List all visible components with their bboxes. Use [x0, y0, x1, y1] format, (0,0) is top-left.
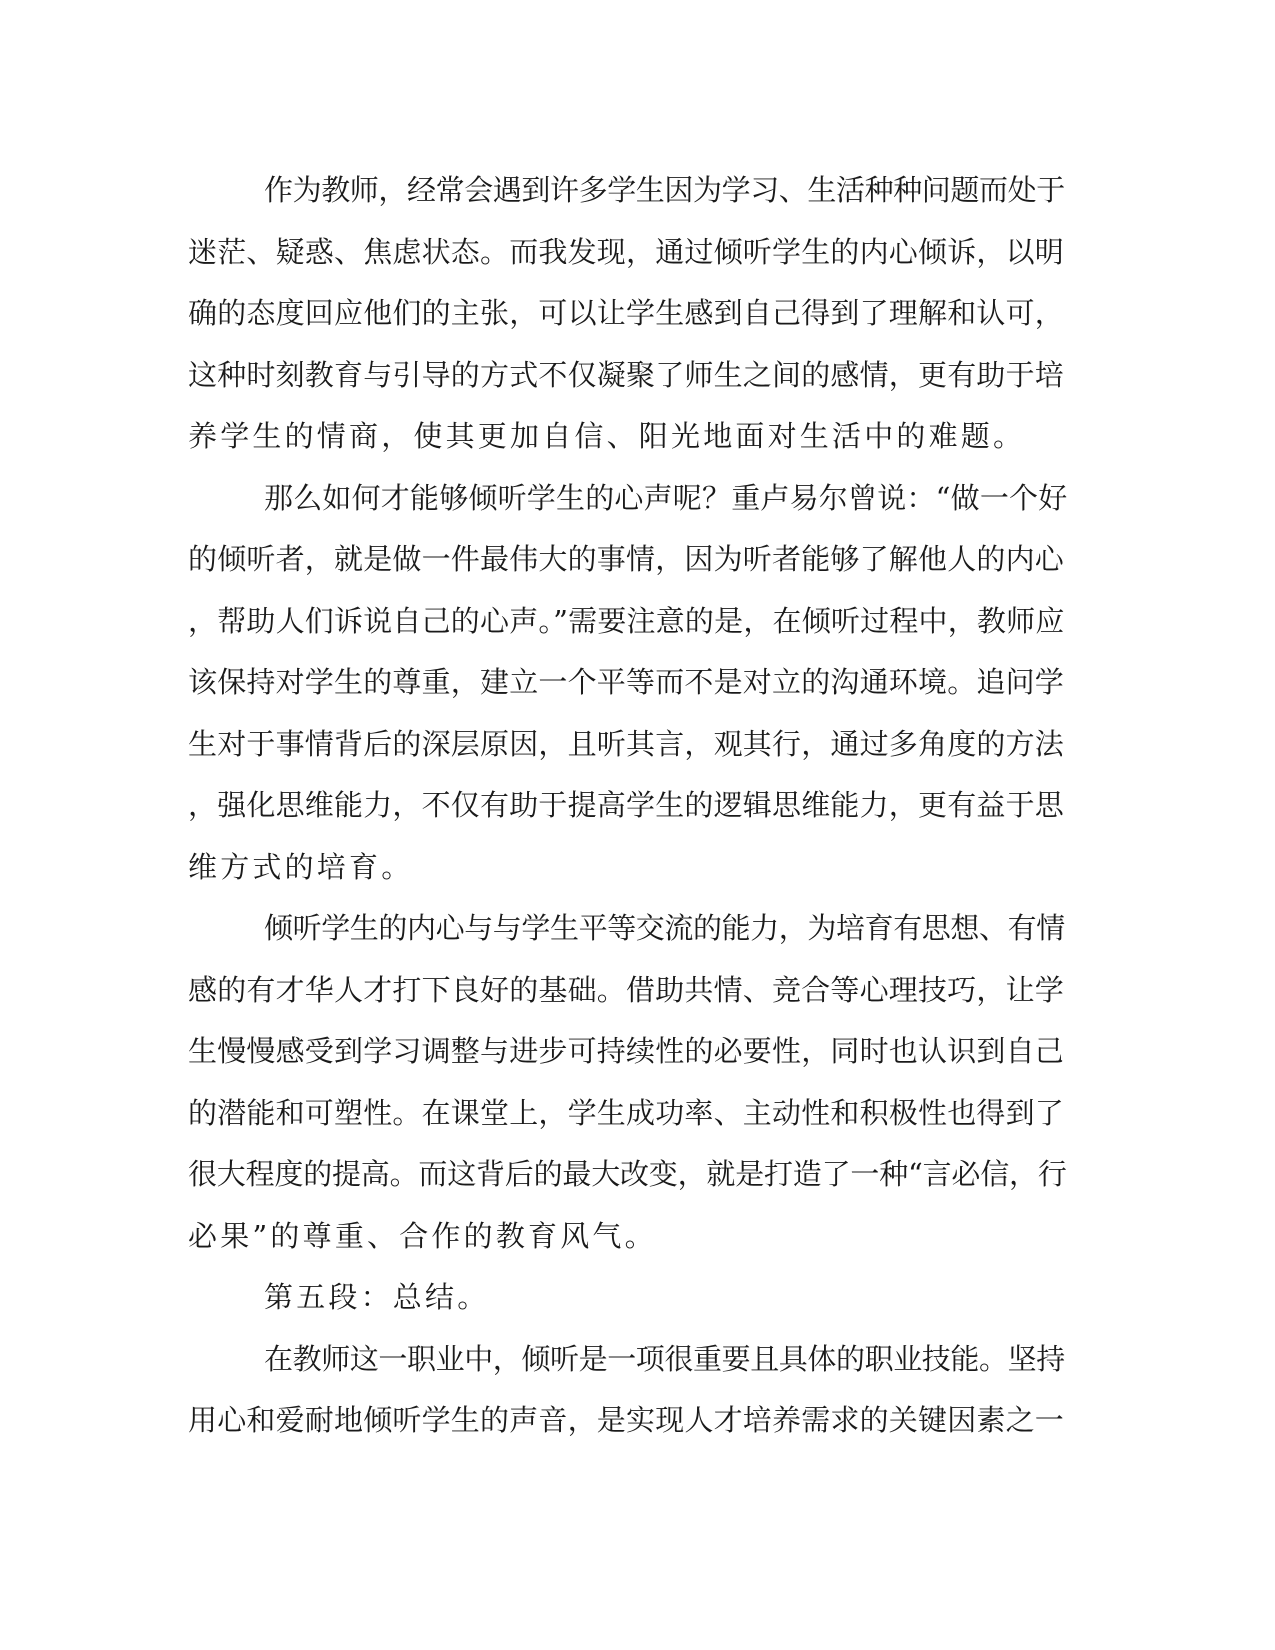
section-heading: 第五段：总结。: [264, 1280, 490, 1314]
text-line: 很大程度的提高。而这背后的最大改变，就是打造了一种“言必信，行: [188, 1157, 1067, 1191]
text-line: 养学生的情商，使其更加自信、阳光地面对生活中的难题。: [188, 419, 1026, 453]
text-line: 这种时刻教育与引导的方式不仅凝聚了师生之间的感情，更有助于培: [188, 357, 1065, 392]
text-line: 生慢慢感受到学习调整与进步可持续性的必要性，同时也认识到自己: [188, 1034, 1065, 1068]
text-line: ，强化思维能力，不仅有助于提高学生的逻辑思维能力，更有益于思: [188, 788, 1065, 822]
document-body: [188, 160, 1068, 1452]
text-line: 该保持对学生的尊重，建立一个平等而不是对立的沟通环境。追问学: [188, 665, 1065, 699]
text-line: 确的态度回应他们的主张，可以让学生感到自己得到了理解和认可，: [188, 296, 1065, 330]
text-line: 用心和爱耐地倾听学生的声音，是实现人才培养需求的关键因素之一: [188, 1403, 1065, 1437]
text-line: 倾听学生的内心与与学生平等交流的能力，为培育有思想、有情: [264, 911, 1065, 945]
text-line: 维方式的培育。: [188, 849, 414, 884]
text-line: 作为教师，经常会遇到许多学生因为学习、生活种种问题而处于: [264, 173, 1065, 207]
text-line: 感的有才华人才打下良好的基础。借助共情、竞合等心理技巧，让学: [188, 972, 1065, 1007]
text-line: 生对于事情背后的深层原因，且听其言，观其行，通过多角度的方法: [188, 726, 1065, 761]
text-line: 迷茫、疑惑、焦虑状态。而我发现，通过倾听学生的内心倾诉，以明: [188, 234, 1065, 269]
text-line: ，帮助人们诉说自己的心声。”需要注意的是，在倾听过程中，教师应: [188, 603, 1065, 638]
text-line: 必果”的尊重、合作的教育风气。: [188, 1218, 657, 1253]
text-line: 的潜能和可塑性。在课堂上，学生成功率、主动性和积极性也得到了: [188, 1095, 1065, 1130]
text-line: 的倾听者，就是做一件最伟大的事情，因为听者能够了解他人的内心: [188, 542, 1065, 576]
text-line: 那么如何才能够倾听学生的心声呢？重卢易尔曾说：“做一个好: [264, 480, 1068, 515]
text-line: 在教师这一职业中，倾听是一项很重要且具体的职业技能。坚持: [264, 1341, 1065, 1376]
